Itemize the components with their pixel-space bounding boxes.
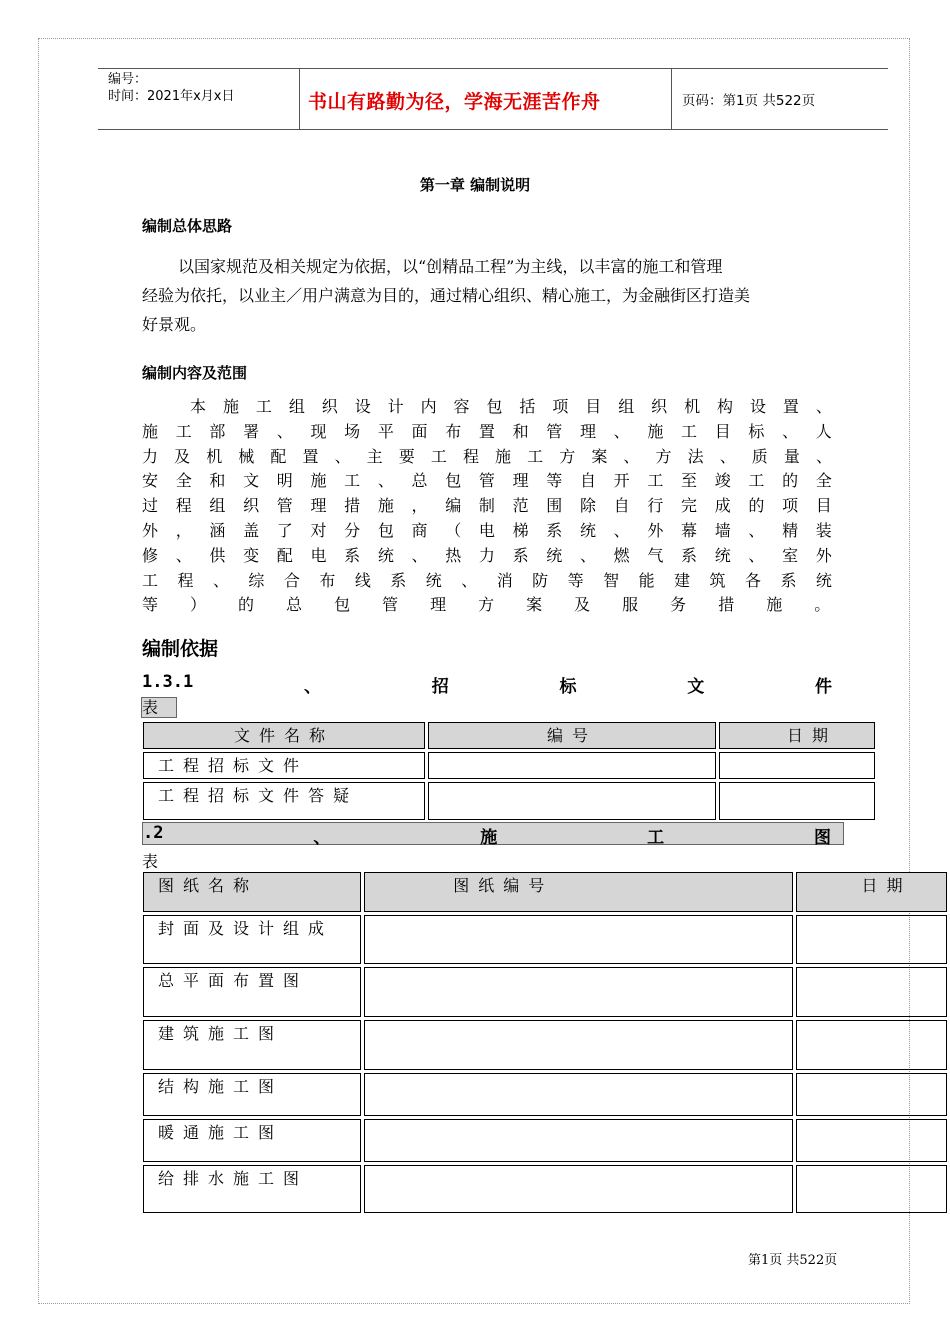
header-page-info: 页码：第1页 共522页 [682,93,816,109]
caption-part: 招 [431,677,449,697]
table-cell [364,1073,793,1116]
page-footer: 第1页 共522页 [748,1253,838,1268]
table-cell [796,1165,947,1213]
caption-tail: 表 [141,697,177,718]
table-cell [364,915,793,964]
caption-part: 图 [813,828,831,848]
text-line: 施 工 部 署 、 现 场 平 面 布 置 和 管 理 、 施 工 目 标 、 人 [142,421,832,441]
caption-part: 、 [303,677,321,697]
header-motto: 书山有路勤为径，学海无涯苦作舟 [308,91,601,113]
caption-part: 、 [313,828,331,848]
table-cell [719,752,875,779]
column-header: 图纸名称 [143,872,361,912]
page-header [98,68,888,130]
table-cell [796,915,947,964]
column-header: 日期 [796,872,947,912]
header-divider [299,69,300,129]
table-cell [796,967,947,1017]
header-meta [108,71,234,105]
caption-part: .2 [143,823,164,843]
table-cell: 结构施工图 [143,1073,361,1116]
table-cell [428,752,716,779]
number-label: 编号： [108,72,148,87]
table-cell [364,1165,793,1213]
table-cell [364,967,793,1017]
text-line: 安 全 和 文 明 施 工 、 总 包 管 理 等 自 开 工 至 竣 工 的 全 [142,471,832,491]
text-line: 工 程 、 综 合 布 线 系 统 、 消 防 等 智 能 建 筑 各 系 统 [142,570,832,590]
text-line: 经验为依托，以业主／用户满意为目的，通过精心组织、精心施工，为金融街区打造美 [142,286,751,305]
section-heading: 编制内容及范围 [142,364,248,382]
text-line: 本 施 工 组 织 设 计 内 容 包 括 项 目 组 织 机 构 设 置 、 [190,397,832,416]
header-divider [671,69,672,129]
caption-part: 施 [480,828,498,848]
table-cell: 给排水施工图 [143,1165,361,1213]
text-line: 修 、 供 变 配 电 系 统 、 热 力 系 统 、 燃 气 系 统 、 室 外 [142,545,832,565]
caption-part: 文 [687,677,705,697]
caption-part: 件 [814,677,832,697]
caption-part: 标 [559,677,577,697]
section-heading: 编制依据 [142,638,219,660]
bid-documents-table [140,719,878,823]
table-cell [428,782,716,820]
table-caption [142,822,844,848]
caption-part: 1.3.1 [142,672,194,692]
chapter-title: 第一章 编制说明 [419,176,531,194]
caption-tail: 表 [142,852,159,871]
column-header: 编号 [428,722,716,749]
table-cell: 封面及设计组成 [143,915,361,964]
column-header: 日期 [719,722,875,749]
column-header: 图纸编号 [364,872,793,912]
table-caption [142,672,832,697]
text-line: 外 ， 涵 盖 了 对 分 包 商 （ 电 梯 系 统 、 外 幕 墙 、 精 装 [142,520,832,540]
drawings-table [140,869,950,1216]
table-cell: 工程招标文件答疑 [143,782,425,820]
text-line: 力 及 机 械 配 置 、 主 要 工 程 施 工 方 案 、 方 法 、 质 量 、 [142,446,832,466]
text-line: 等 ） 的 总 包 管 理 方 案 及 服 务 措 施 。 [142,595,831,615]
table-cell: 建筑施工图 [143,1020,361,1070]
table-cell: 工程招标文件 [143,752,425,779]
table-cell [796,1119,947,1162]
table-cell [719,782,875,820]
table-cell [364,1119,793,1162]
table-cell [364,1020,793,1070]
paragraph [142,395,832,618]
column-header: 文件名称 [143,722,425,749]
table-cell [796,1073,947,1116]
table-cell [796,1020,947,1070]
table-cell: 暖通施工图 [143,1119,361,1162]
text-line: 过 程 组 织 管 理 措 施 ， 编 制 范 围 除 自 行 完 成 的 项 目 [142,496,832,516]
section-heading: 编制总体思路 [142,217,233,235]
time-label: 时间：2021年x月x日 [108,89,235,104]
table-cell: 总平面布置图 [143,967,361,1017]
text-line: 以国家规范及相关规定为依据，以“创精品工程”为主线，以丰富的施工和管理 [178,257,723,276]
paragraph [142,252,854,339]
caption-part: 工 [647,828,665,848]
text-line: 好景观。 [142,315,207,334]
